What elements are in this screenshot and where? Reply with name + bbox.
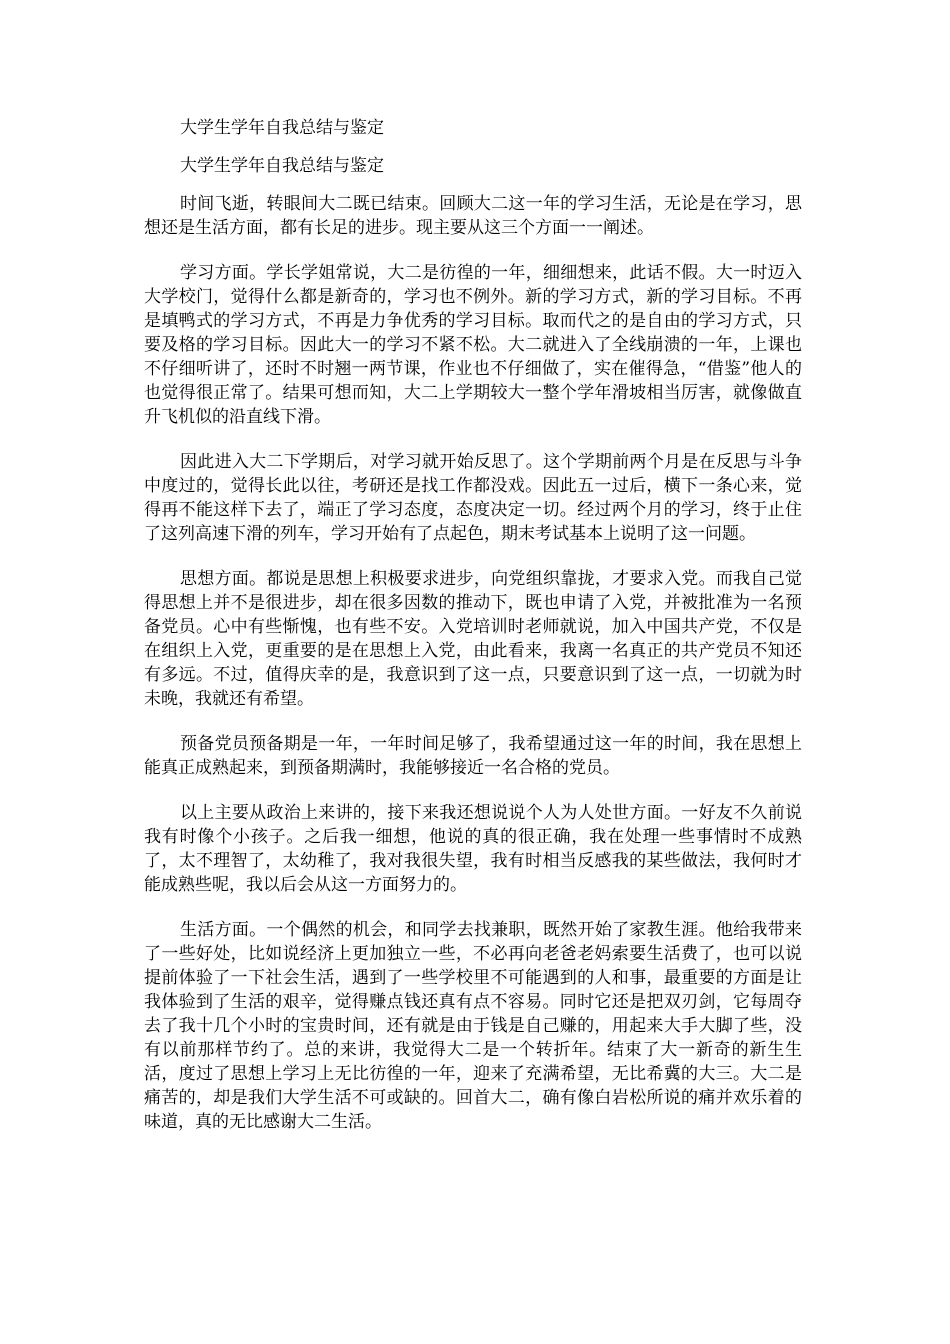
document-subtitle: 大学生学年自我总结与鉴定 (180, 156, 384, 176)
paragraph-life: 生活方面。一个偶然的机会，和同学去找兼职，既然开始了家教生涯。他给我带来了一些好处，比如说经济上更加独立一些，不必再向老爸老妈索要生活费了，也可以说提前体验了一下社会生活，遇到了一些学校里不可能遇到的人和事，最重要的方面是让我体验到了生活的艰辛，觉得赚点钱还真有点不容易。同时它还是把双刃剑，它每周夺去了我十几个小时的宝贵时间，还有就是由于钱是自己赚的，用起来大手大脚了些，没有以前那样节约了。总的来讲，我觉得大二是一个转折年。结束了大一新奇的新生生活，度过了思想上学习上无比彷徨的一年，迎来了充满希望，无比希冀的大三。大二是痛苦的，却是我们大学生活不可或缺的。回首大二，确有像白岩松所说的痛并欢乐着的味道，真的无比感谢大二生活。 (144, 920, 802, 1132)
paragraph-probation: 预备党员预备期是一年，一年时间足够了，我希望通过这一年的时间，我在思想上能真正成熟起来，到预备期满时，我能够接近一名合格的党员。 (144, 734, 802, 778)
paragraph-reflection: 因此进入大二下学期后，对学习就开始反思了。这个学期前两个月是在反思与斗争中度过的，觉得长此以往，考研还是找工作都没戏。因此五一过后，横下一条心来，觉得再不能这样下去了，端正了学习态度，态度决定一切。经过两个月的学习，终于止住了这列高速下滑的列车，学习开始有了点起色，期末考试基本上说明了这一问题。 (144, 452, 802, 544)
paragraph-study: 学习方面。学长学姐常说，大二是彷徨的一年，细细想来，此话不假。大一时迈入大学校门，觉得什么都是新奇的，学习也不例外。新的学习方式，新的学习目标。不再是填鸭式的学习方式，不再是力争优秀的学习目标。取而代之的是自由的学习方式，只要及格的学习目标。因此大一的学习不紧不松。大二就进入了全线崩溃的一年，上课也不仔细听讲了，还时不时翘一两节课，作业也不仔细做了，实在催得急，“借鉴”他人的也觉得很正常了。结果可想而知，大二上学期较大一整个学年滑坡相当厉害，就像做直升飞机似的沿直线下滑。 (144, 263, 802, 427)
paragraph-thought: 思想方面。都说是思想上积极要求进步，向党组织靠拢，才要求入党。而我自己觉得思想上并不是很进步，却在很多因数的推动下，既也申请了入党，并被批准为一名预备党员。心中有些惭愧，也有些不安。入党培训时老师就说，加入中国共产党，不仅是在组织上入党，更重要的是在思想上入党，由此看来，我离一名真正的共产党员不知还有多远。不过，值得庆幸的是，我意识到了这一点，只要意识到了这一点，一切就为时未晚，我就还有希望。 (144, 569, 802, 709)
document-title: 大学生学年自我总结与鉴定 (180, 118, 384, 138)
document-body (144, 116, 802, 1155)
paragraph-intro: 时间飞逝，转眼间大二既已结束。回顾大二这一年的学习生活，无论是在学习，思想还是生活方面，都有长足的进步。现主要从这三个方面一一阐述。 (144, 194, 802, 238)
paragraph-personal: 以上主要从政治上来讲的，接下来我还想说说个人为人处世方面。一好友不久前说我有时像个小孩子。之后我一细想，他说的真的很正确，我在处理一些事情时不成熟了，太不理智了，太幼稚了，我对我很失望，我有时相当反感我的某些做法，我何时才能成熟些呢，我以后会从这一方面努力的。 (144, 803, 802, 895)
